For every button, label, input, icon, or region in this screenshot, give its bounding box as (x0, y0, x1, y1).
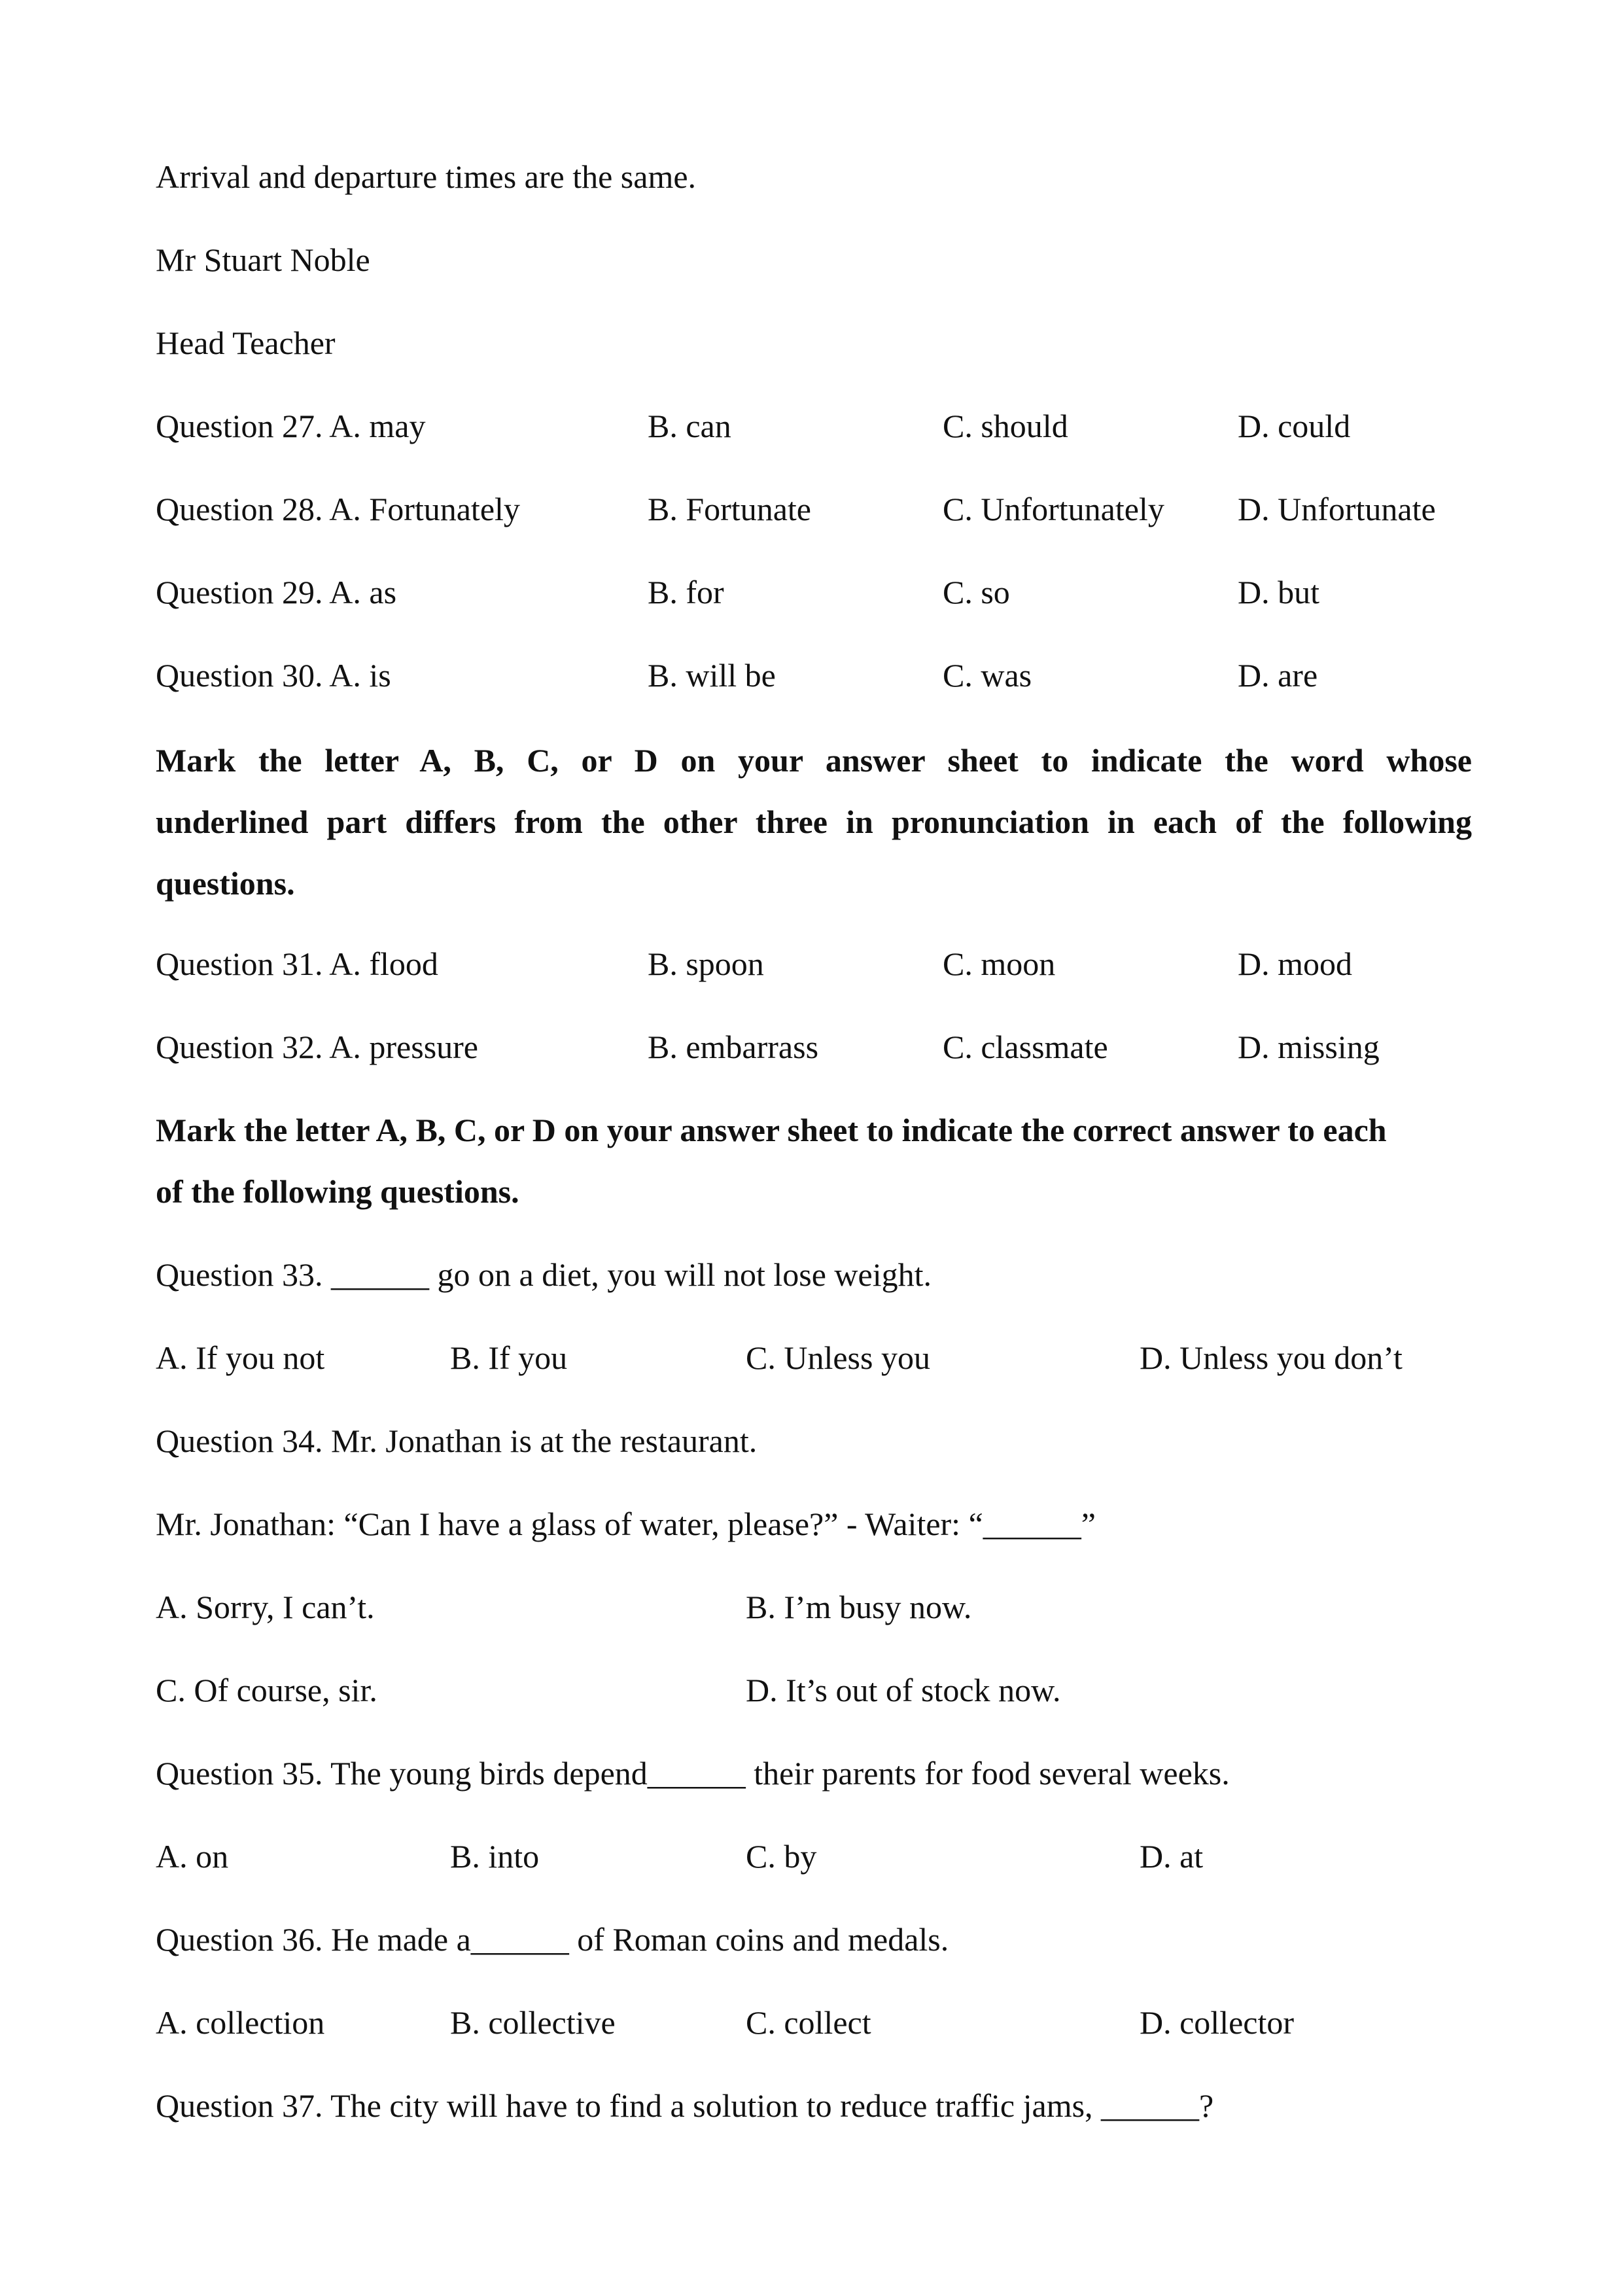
q34-dialogue: Mr. Jonathan: “Can I have a glass of water, please?” - Waiter: “______” (156, 1506, 1096, 1542)
instruction-pronunciation-line-3: questions. (156, 865, 295, 902)
q27-option-a: Question 27. A. may (156, 408, 426, 444)
q37-stem: Question 37. The city will have to find a solution to reduce traffic jams, ______? (156, 2087, 1214, 2124)
signature-name: Mr Stuart Noble (156, 241, 370, 278)
q32-option-d: D. missing (1238, 1029, 1380, 1065)
q33-stem: Question 33. ______ go on a diet, you will not lose weight. (156, 1256, 932, 1293)
q28-option-d: D. Unfortunate (1238, 491, 1436, 527)
instruction-correct-answer-line-2: of the following questions. (156, 1173, 519, 1210)
q29-option-b: B. for (648, 574, 724, 610)
q35-option-d: D. at (1140, 1838, 1204, 1875)
q33-option-a: A. If you not (156, 1339, 325, 1376)
q36-option-b: B. collective (450, 2004, 616, 2041)
q33-option-b: B. If you (450, 1339, 568, 1376)
q28-option-c: C. Unfortunately (943, 491, 1164, 527)
q27-option-b: B. can (648, 408, 731, 444)
q30-option-c: C. was (943, 657, 1032, 694)
instruction-pronunciation-line-2: underlined part differs from the other three in pronunciation in each of the following (156, 804, 1472, 840)
q31-option-d: D. mood (1238, 945, 1352, 982)
q31-option-a: Question 31. A. flood (156, 945, 438, 982)
q32-option-c: C. classmate (943, 1029, 1108, 1065)
q29-option-c: C. so (943, 574, 1010, 610)
q36-option-c: C. collect (746, 2004, 871, 2041)
q30-option-d: D. are (1238, 657, 1318, 694)
q27-option-c: C. should (943, 408, 1068, 444)
q36-stem: Question 36. He made a______ of Roman coins and medals. (156, 1921, 949, 1958)
q28-option-b: B. Fortunate (648, 491, 811, 527)
q32-option-b: B. embarrass (648, 1029, 819, 1065)
q31-option-b: B. spoon (648, 945, 764, 982)
q29-option-d: D. but (1238, 574, 1319, 610)
q35-stem: Question 35. The young birds depend______ their parents for food several weeks. (156, 1755, 1230, 1792)
q30-option-b: B. will be (648, 657, 776, 694)
q27-option-d: D. could (1238, 408, 1351, 444)
q32-option-a: Question 32. A. pressure (156, 1029, 478, 1065)
q35-option-c: C. by (746, 1838, 817, 1875)
q28-option-a: Question 28. A. Fortunately (156, 491, 520, 527)
instruction-pronunciation (156, 730, 1472, 914)
q31-option-c: C. moon (943, 945, 1056, 982)
q34-option-d: D. It’s out of stock now. (746, 1672, 1061, 1708)
q34-option-b: B. I’m busy now. (746, 1589, 972, 1625)
q29-option-a: Question 29. A. as (156, 574, 397, 610)
q35-option-b: B. into (450, 1838, 540, 1875)
q34-option-a: A. Sorry, I can’t. (156, 1589, 375, 1625)
q34-option-c: C. Of course, sir. (156, 1672, 377, 1708)
q35-option-a: A. on (156, 1838, 229, 1875)
instruction-pronunciation-line-1: Mark the letter A, B, C, or D on your answer sheet to indicate the word whose (156, 742, 1472, 779)
q33-option-c: C. Unless you (746, 1339, 930, 1376)
intro-line: Arrival and departure times are the same. (156, 158, 697, 195)
instruction-correct-answer-line-1: Mark the letter A, B, C, or D on your answer sheet to indicate the correct answer to each (156, 1112, 1387, 1148)
signature-title: Head Teacher (156, 325, 336, 361)
q34-stem: Question 34. Mr. Jonathan is at the restaurant. (156, 1422, 758, 1459)
q36-option-d: D. collector (1140, 2004, 1295, 2041)
q36-option-a: A. collection (156, 2004, 325, 2041)
q30-option-a: Question 30. A. is (156, 657, 391, 694)
q33-option-d: D. Unless you don’t (1140, 1339, 1403, 1376)
